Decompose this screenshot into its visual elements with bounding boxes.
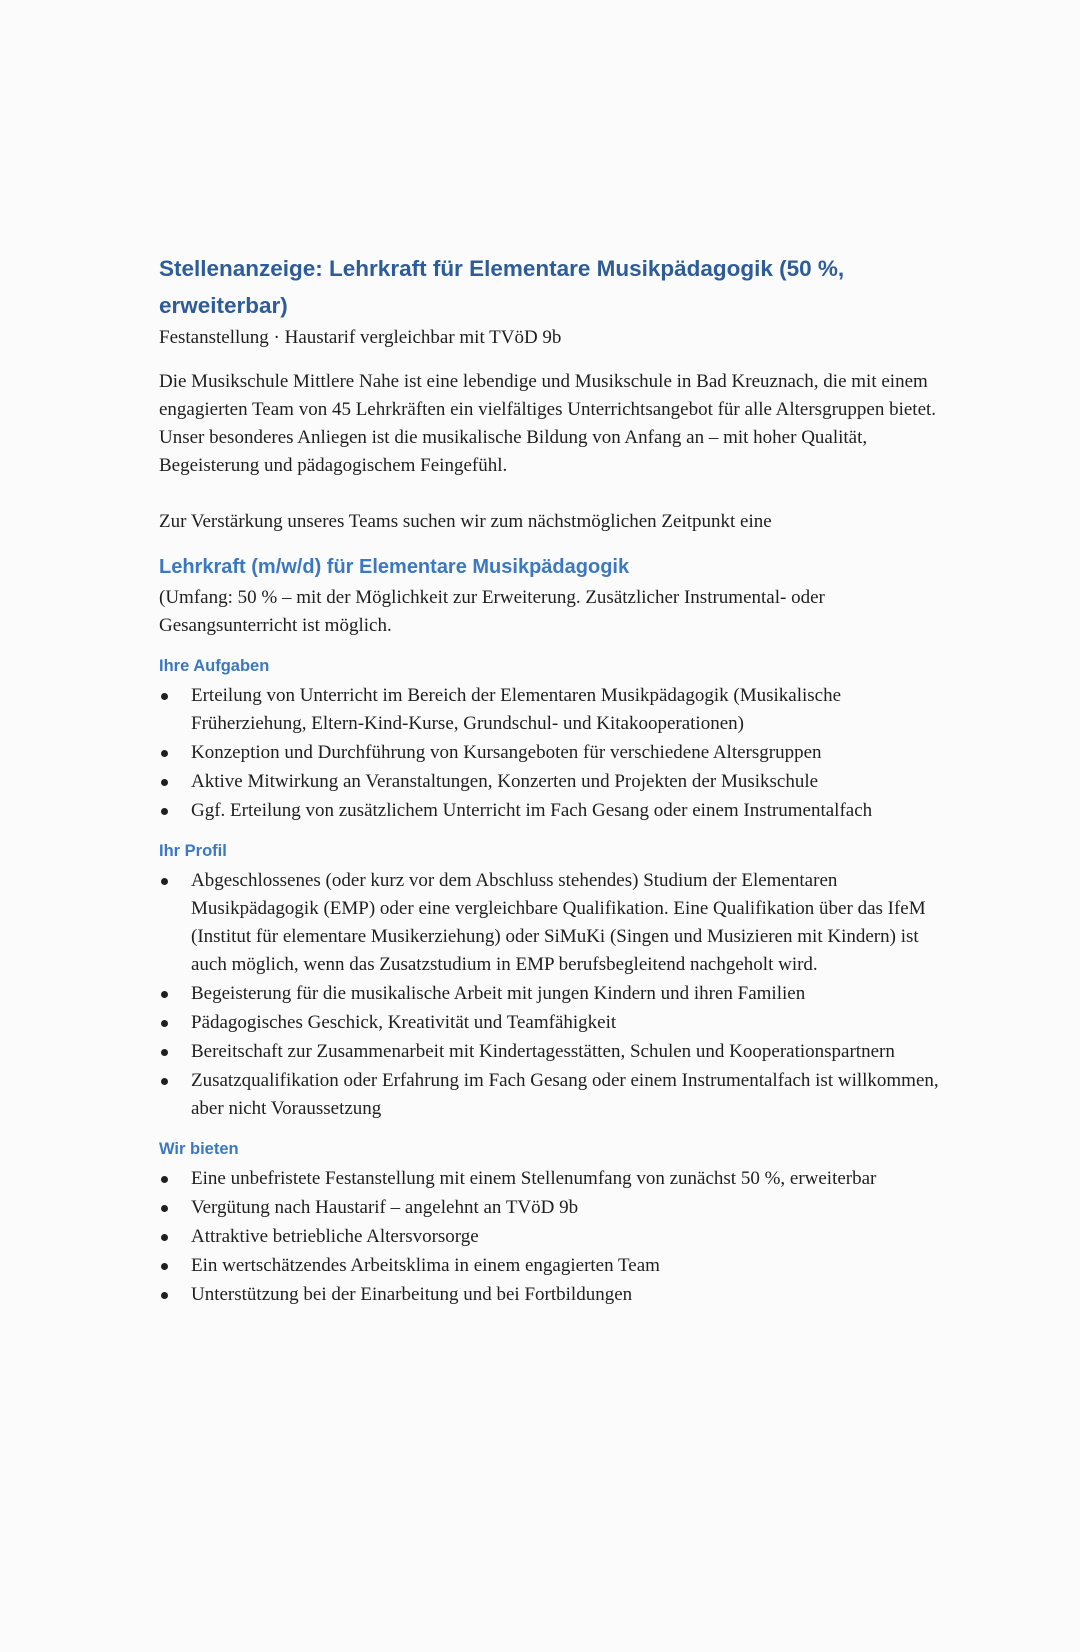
list-item: [159, 867, 939, 979]
list-item: [159, 1223, 939, 1251]
list-item: [159, 768, 939, 796]
section-heading-wir-bieten: Wir bieten: [159, 1140, 239, 1158]
list-item-text: Attraktive betriebliche Altersvorsorge: [191, 1226, 479, 1247]
list-item-text: Vergütung nach Haustarif – angelehnt an TVöD 9b: [191, 1197, 579, 1218]
list-item: [159, 1252, 939, 1280]
list-item: [159, 1038, 939, 1066]
employment-subtitle: Festanstellung · Haustarif vergleichbar mit TVöD 9b: [159, 327, 562, 348]
bullet-icon: [161, 1049, 168, 1056]
bullet-icon: [161, 808, 168, 815]
list-item-text: Pädagogisches Geschick, Kreativität und Teamfähigkeit: [191, 1012, 617, 1033]
list-item-text: Abgeschlossenes (oder kurz vor dem Abschluss stehendes) Studium der Elementaren Musikpädagogik (EMP) oder eine vergleichbare Qualifikation. Eine Qualifikation über das IfeM (Institut für elementare Musikerziehung) oder SiMuKi (Singen und Musizieren mit Kindern) ist auch möglich, wenn das Zusatzstudium in EMP berufsbegleitend nachgeholt wird.: [191, 870, 926, 975]
list-item-text: Bereitschaft zur Zusammenarbeit mit Kindertagesstätten, Schulen und Kooperationspartnern: [191, 1041, 895, 1062]
list-item: [159, 682, 939, 738]
bullet-icon: [161, 1176, 168, 1183]
bullet-icon: [161, 878, 168, 885]
bullet-icon: [161, 750, 168, 757]
bullet-icon: [161, 1078, 168, 1085]
list-wir-bieten: [159, 1165, 939, 1309]
list-item-text: Konzeption und Durchführung von Kursangeboten für verschiedene Altersgruppen: [191, 742, 822, 763]
list-item: [159, 797, 939, 825]
list-item: [159, 980, 939, 1008]
list-aufgaben: [159, 682, 939, 825]
list-item: [159, 1165, 939, 1193]
lead-paragraph: Zur Verstärkung unseres Teams suchen wir zum nächstmöglichen Zeitpunkt eine: [159, 511, 772, 532]
list-item-text: Ggf. Erteilung von zusätzlichem Unterricht im Fach Gesang oder einem Instrumentalfach: [191, 800, 873, 821]
section-heading-profil: Ihr Profil: [159, 842, 227, 860]
bullet-icon: [161, 1234, 168, 1241]
bullet-icon: [161, 1263, 168, 1270]
list-item-text: Zusatzqualifikation oder Erfahrung im Fach Gesang oder einem Instrumentalfach ist willkommen, aber nicht Voraussetzung: [191, 1070, 939, 1119]
list-item: [159, 1067, 939, 1123]
bullet-icon: [161, 1292, 168, 1299]
document-page: [159, 250, 939, 1310]
list-item: [159, 1009, 939, 1037]
section-heading-aufgaben: Ihre Aufgaben: [159, 657, 270, 675]
list-item-text: Ein wertschätzendes Arbeitsklima in einem engagierten Team: [191, 1255, 660, 1276]
bullet-icon: [161, 1205, 168, 1212]
bullet-icon: [161, 1020, 168, 1027]
list-item-text: Erteilung von Unterricht im Bereich der Elementaren Musikpädagogik (Musikalische Früherziehung, Eltern-Kind-Kurse, Grundschul- und Kitakooperationen): [191, 685, 842, 734]
bullet-icon: [161, 693, 168, 700]
list-item: [159, 739, 939, 767]
position-scope: (Umfang: 50 % – mit der Möglichkeit zur Erweiterung. Zusätzlicher Instrumental- oder Gesangsunterricht ist möglich.: [159, 587, 825, 636]
list-item-text: Unterstützung bei der Einarbeitung und bei Fortbildungen: [191, 1284, 633, 1305]
bullet-icon: [161, 779, 168, 786]
page-title: Stellenanzeige: Lehrkraft für Elementare Musikpädagogik (50 %, erweiterbar): [159, 256, 845, 318]
list-item-text: Aktive Mitwirkung an Veranstaltungen, Konzerten und Projekten der Musikschule: [191, 771, 819, 792]
list-profil: [159, 867, 939, 1123]
position-title: Lehrkraft (m/w/d) für Elementare Musikpädagogik: [159, 556, 630, 578]
list-item-text: Eine unbefristete Festanstellung mit einem Stellenumfang von zunächst 50 %, erweiterbar: [191, 1168, 877, 1189]
list-item: [159, 1194, 939, 1222]
intro-paragraph: Die Musikschule Mittlere Nahe ist eine lebendige und Musikschule in Bad Kreuznach, die mit einem engagierten Team von 45 Lehrkräften ein vielfältiges Unterrichtsangebot für alle Altersgruppen bietet. Unser besonderes Anliegen ist die musikalische Bildung von Anfang an – mit hoher Qualität, Begeisterung und pädagogischem Feingefühl.: [159, 371, 937, 476]
list-item: [159, 1281, 939, 1309]
list-item-text: Begeisterung für die musikalische Arbeit mit jungen Kindern und ihren Familien: [191, 983, 806, 1004]
bullet-icon: [161, 991, 168, 998]
